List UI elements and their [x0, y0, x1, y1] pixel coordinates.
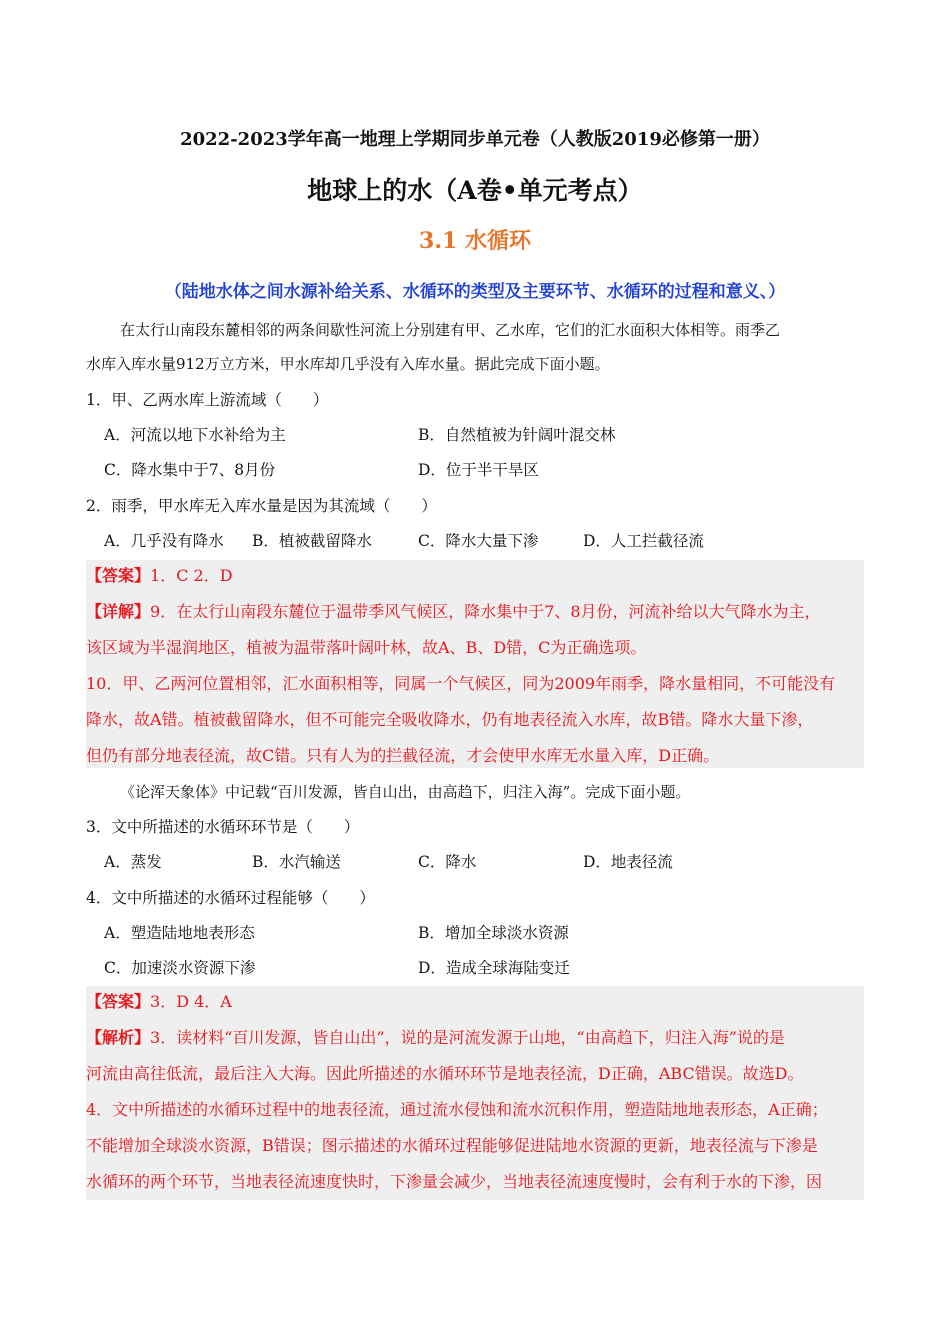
- question-2-option-d: D．人工拦截径流: [583, 532, 704, 550]
- unit-title: 地球上的水（A卷•单元考点）: [307, 176, 643, 205]
- answer-2-detail-tag: 【解析】: [86, 1028, 151, 1047]
- answer-1-detail-tag: 【详解】: [86, 602, 151, 621]
- answer-1-detail-line2: 该区域为半湿润地区，植被为温带落叶阔叶林，故A、B、D错，C为正确选项。: [86, 638, 647, 657]
- question-4-option-d: D．造成全球海陆变迁: [418, 959, 570, 977]
- answer-1-detail-line1: [86, 600, 821, 624]
- question-4-stem: 4．文中所描述的水循环过程能够（ ）: [86, 889, 375, 907]
- answer-2-detail-text1: 3．读材料“百川发源，皆自山出”，说的是河流发源于山地，“由高趋下，归注入海”说的是: [150, 1028, 785, 1047]
- question-1-option-d: D．位于半干旱区: [418, 461, 539, 479]
- question-1-stem: 1．甲、乙两水库上游流域（ ）: [86, 391, 329, 409]
- answer-1-detail-text1: 9．在太行山南段东麓位于温带季风气候区，降水集中于7、8月份，河流补给以大气降水为主，: [150, 602, 821, 621]
- question-3-option-b: B．水汽输送: [252, 853, 341, 871]
- answer-1-tag: 【答案】: [86, 566, 151, 585]
- answer-2-detail-line1: [86, 1026, 785, 1050]
- question-1-option-a: A．河流以地下水补给为主: [104, 426, 286, 444]
- answer-2-tag: 【答案】: [86, 992, 151, 1011]
- question-1-option-b: B．自然植被为针阔叶混交林: [418, 426, 616, 444]
- question-4-option-c: C．加速淡水资源下渗: [104, 959, 256, 977]
- answer-2-text: 3．D 4．A: [150, 992, 232, 1011]
- intro1-line2: 水库入库水量912万立方米，甲水库却几乎没有入库水量。据此完成下面小题。: [86, 355, 610, 373]
- answer-1-detail-line4: 降水，故A错。植被截留降水，但不可能完全吸收降水，仍有地表径流入水库，故B错。降水大量下渗，: [86, 710, 814, 729]
- answer-2-detail-line5: 水循环的两个环节，当地表径流速度快时，下渗量会减少，当地表径流速度慢时，会有利于水的下渗，因: [86, 1172, 823, 1191]
- question-3-option-c: C．降水: [418, 853, 477, 871]
- question-3-option-a: A．蒸发: [104, 853, 162, 871]
- answer-2-detail-line2: 河流由高往低流，最后注入大海。因此所描述的水循环环节是地表径流，D正确，ABC错误。故选D。: [86, 1064, 804, 1083]
- question-2-option-a: A．几乎没有降水: [104, 532, 224, 550]
- question-2-option-c: C．降水大量下渗: [418, 532, 539, 550]
- question-2-stem: 2．雨季，甲水库无入库水量是因为其流域（ ）: [86, 497, 437, 515]
- intro2: 《论浑天象体》中记载“百川发源，皆自山出，由高趋下，归注入海”。完成下面小题。: [120, 783, 691, 801]
- answer-block-2: [86, 986, 864, 1200]
- intro1-line1: 在太行山南段东麓相邻的两条间歇性河流上分别建有甲、乙水库，它们的汇水面积大体相等。雨季乙: [120, 321, 781, 339]
- section-title: 3.1 水循环: [419, 228, 531, 254]
- question-1-option-c: C．降水集中于7、8月份: [104, 461, 276, 479]
- question-3-stem: 3．文中所描述的水循环环节是（ ）: [86, 818, 360, 836]
- question-2-option-b: B．植被截留降水: [252, 532, 372, 550]
- answer-2: [86, 990, 232, 1014]
- answer-2-detail-line4: 不能增加全球淡水资源，B错误；图示描述的水循环过程能够促进陆地水资源的更新，地表径流与下渗是: [86, 1136, 818, 1155]
- answer-1-text: 1．C 2．D: [150, 566, 233, 585]
- question-4-option-b: B．增加全球淡水资源: [418, 924, 569, 942]
- answer-1: [86, 564, 233, 588]
- question-4-option-a: A．塑造陆地地表形态: [104, 924, 255, 942]
- answer-block-1: [86, 560, 864, 768]
- answer-2-detail-line3: 4．文中所描述的水循环过程中的地表径流，通过流水侵蚀和流水沉积作用，塑造陆地地表形态，A正确；: [86, 1100, 828, 1119]
- answer-1-detail-line3: 10．甲、乙两河位置相邻，汇水面积相等，同属一个气候区，同为2009年雨季，降水量相同，不可能没有: [86, 674, 836, 693]
- exam-series-title: 2022-2023学年高一地理上学期同步单元卷（人教版2019必修第一册）: [180, 129, 770, 150]
- question-3-option-d: D．地表径流: [583, 853, 673, 871]
- topic-subtitle: （陆地水体之间水源补给关系、水循环的类型及主要环节、水循环的过程和意义、）: [164, 282, 786, 302]
- answer-1-detail-line5: 但仍有部分地表径流，故C错。只有人为的拦截径流，才会使甲水库无水量入库，D正确。: [86, 746, 720, 765]
